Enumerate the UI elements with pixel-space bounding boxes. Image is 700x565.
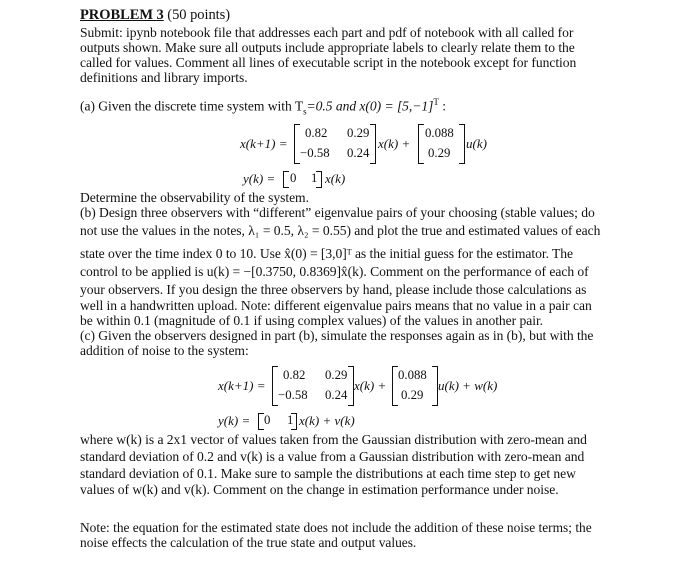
matrix-a-cell: 0.24: [325, 388, 348, 402]
part-b-line: your observers. If you design the three observers by hand, please include those calculations as: [80, 282, 587, 297]
matrix-a-cell: 0.82: [283, 368, 306, 382]
problem-heading: [80, 8, 230, 23]
matrix-a-cell: 0.29: [347, 126, 370, 140]
intro-line: definitions and library imports.: [80, 70, 248, 85]
intro-line: Submit: ipynb notebook file that addresses each part and pdf of notebook with all called for: [80, 25, 574, 40]
note-line: noise effects the calculation of the true state and output values.: [80, 535, 417, 550]
part-c-after-line: values of w(k) and v(k). Comment on the change in estimation performance under noise.: [80, 482, 559, 497]
matrix-b-left-bracket: [418, 124, 424, 164]
part-c-line: (c) Given the observers designed in part (b), simulate the responses again as in (b), but with the: [80, 328, 594, 343]
eq-lhs: x(k+1) =: [240, 136, 288, 151]
matrix-c-cell: 1: [311, 171, 318, 185]
problem-title: PROBLEM 3: [80, 7, 164, 23]
matrix-c-cell: 0: [264, 413, 271, 427]
matrix-a-cell: 0.29: [325, 368, 348, 382]
intro-line: outputs shown. Make sure all outputs include appropriate labels to clearly relate them to the: [80, 40, 575, 55]
eq-lhs: y(k) =: [218, 413, 251, 428]
eq-rhs: u(k) + w(k): [438, 378, 498, 393]
intro-line: called for values. Comment all lines of executable script in the notebook except for function: [80, 55, 577, 70]
eq-rhs: u(k): [466, 136, 487, 151]
matrix-c-left-bracket: [283, 171, 289, 188]
note-line: Note: the equation for the estimated state does not include the addition of these noise terms; the: [80, 520, 592, 535]
eq-rhs: x(k) + v(k): [299, 413, 355, 428]
matrix-a-cell: 0.82: [305, 126, 328, 140]
matrix-a-cell: −0.58: [300, 146, 330, 160]
eq-mid: x(k) +: [378, 136, 411, 151]
part-a-question: Determine the observability of the system.: [80, 190, 309, 205]
matrix-b-cell: 0.088: [425, 126, 454, 140]
part-b-line: not use the values in the notes, λ₁ = 0.5, λ₂ = 0.55) and plot the true and estimated values of each: [80, 223, 601, 238]
matrix-c-cell: 0: [290, 171, 297, 185]
part-c-after-line: standard deviation of 0.2 and v(k) is a value from a Gaussian distribution with zero-mean and: [80, 449, 585, 464]
part-c-line: addition of noise to the system:: [80, 343, 249, 358]
part-c-after-line: standard deviation of 0.1. Make sure to sample the distributions at each time step to get new: [80, 466, 576, 481]
part-c-after-line: where w(k) is a 2x1 vector of values taken from the Gaussian distribution with zero-mean and: [80, 432, 587, 447]
matrix-b-cell: 0.29: [428, 146, 451, 160]
eq-mid: x(k) +: [354, 378, 387, 393]
matrix-a-cell: −0.58: [278, 388, 308, 402]
part-a-prompt: (a) Given the discrete time system with $T_s=0.5$ and $x(0) = [5,-1]^T$ :: [80, 97, 446, 117]
eq-lhs: y(k) =: [243, 171, 276, 186]
eq-lhs: x(k+1) =: [218, 378, 266, 393]
matrix-b-cell: 0.088: [398, 368, 427, 382]
matrix-c-cell: 1: [287, 413, 294, 427]
part-b-line: control to be applied is u(k) = −[0.3750, 0.8369]x̂(k). Comment on the performance of each of: [80, 264, 589, 279]
part-b-line: be within 0.1 (magnitude of 0.1 if using complex values) of the values in another pair.: [80, 313, 544, 328]
matrix-c-right-bracket: [291, 413, 297, 430]
matrix-c-right-bracket: [316, 171, 322, 188]
part-b-line: state over the time index 0 to 10. Use x̂(0) = [3,0]ᵀ as the initial guess for the estimator. The: [80, 246, 574, 261]
eq-rhs: x(k): [325, 171, 346, 186]
matrix-b-cell: 0.29: [401, 388, 424, 402]
matrix-a-cell: 0.24: [347, 146, 370, 160]
part-b-line: well in a handwritten upload. Note: different eigenvalue pairs means that no value in a pair can: [80, 298, 592, 313]
problem-points: (50 points): [163, 7, 230, 23]
part-b-line: (b) Design three observers with “different” eigenvalue pairs of your choosing (stable values; do: [80, 205, 595, 220]
matrix-b-right-bracket: [459, 124, 465, 164]
matrix-a-right-bracket: [370, 124, 376, 164]
